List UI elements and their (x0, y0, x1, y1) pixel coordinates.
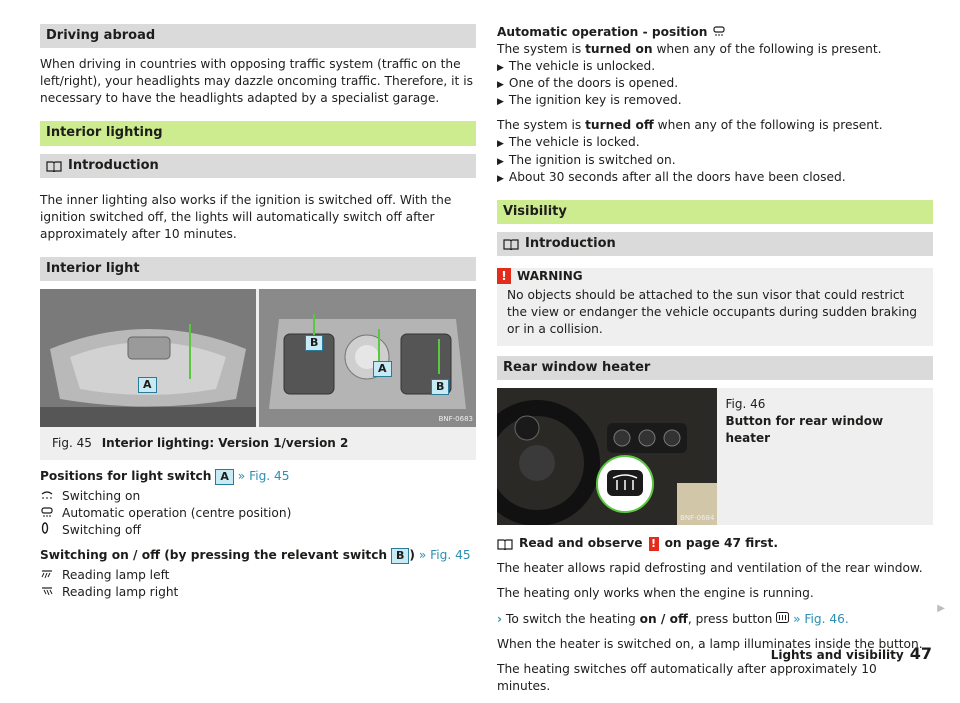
position-item: Switching on (40, 488, 476, 505)
heater-text-2: The heating only works when the engine is running. (497, 586, 814, 601)
interior-light-version-2-photo (259, 289, 476, 427)
automatic-icon (40, 507, 62, 522)
turned-on-item: ▶ The ignition key is removed. (497, 93, 682, 108)
interior-lighting-intro-bar (40, 154, 476, 178)
warning-icon: ! (497, 268, 511, 284)
rear-window-heater-photo (497, 388, 717, 525)
positions-callout: A (215, 469, 234, 485)
figure-45-caption (40, 427, 476, 460)
turned-on-item: ▶ One of the doors is opened. (497, 76, 679, 91)
callout-a-left: A (138, 377, 157, 393)
position-item: Automatic operation (centre position) (40, 505, 476, 522)
step-chevron-icon: › (497, 611, 503, 626)
heater-text-4: The heating switches off automatically after approximately 10 minutes. (497, 661, 877, 693)
section-driving-abroad-title: Driving abroad (40, 24, 476, 48)
bullet-arrow-icon: ▶ (497, 80, 504, 91)
intro-title: Introduction (68, 157, 159, 173)
fig-46-link[interactable]: » Fig. 46. (793, 611, 849, 626)
figure-45-images (40, 289, 476, 427)
turned-off-item: ▶ The vehicle is locked. (497, 135, 640, 150)
page-number: 47 (909, 643, 932, 663)
section-interior-light-title: Interior light (40, 257, 476, 281)
turned-off-item: ▶ The ignition is switched on. (497, 152, 676, 167)
figure-46-caption (717, 388, 933, 525)
read-and-observe: Read and observe ! on page 47 first. (497, 535, 933, 552)
warning-box (497, 268, 933, 346)
switching-item: Reading lamp left (40, 567, 476, 584)
driving-abroad-text: When driving in countries with opposing traffic system (traffic on the left/right), your headlights may dazzle oncoming traffic. Therefore, it is necessary to have the headlights adapted by a specialist garage. (40, 57, 473, 106)
interior-light-version-1-photo (40, 289, 256, 427)
turned-on-text: The system is turned on when any of the following is present. (497, 42, 882, 57)
switching-heading: Switching on / off (by pressing the relevant switch B ) » Fig. 45 (40, 548, 471, 563)
footer-section: Lights and visibility (770, 647, 904, 662)
callout-b-upper: B (305, 335, 323, 351)
warning-text: No objects should be attached to the sun visor that could restrict the view or endanger the vehicle occupants during sudden braking or in a collision. (507, 287, 918, 337)
turned-off-text: The system is turned off when any of the following is present. (497, 118, 883, 133)
warning-icon: ! (649, 537, 659, 551)
turned-off-item: ▶ About 30 seconds after all the doors have been closed. (497, 169, 846, 184)
bullet-arrow-icon: ▶ (497, 63, 504, 74)
positions-fig-link[interactable]: » Fig. 45 (237, 469, 290, 484)
figure-46-title: Button for rear window heater (725, 414, 884, 445)
callout-a-right: A (373, 361, 392, 377)
turned-on-item: ▶ The vehicle is unlocked. (497, 59, 656, 74)
automatic-operation-heading: Automatic operation - position (497, 24, 933, 41)
image-code: BNF-0683 (438, 415, 473, 424)
figure-45-title: Interior lighting: Version 1/version 2 (101, 436, 349, 451)
section-visibility-title: Visibility (497, 200, 933, 224)
right-column (497, 24, 933, 703)
figure-46-label: Fig. 46 (725, 397, 766, 412)
visibility-intro-bar: Introduction (497, 232, 933, 256)
figure-45 (40, 289, 476, 460)
switching-fig-link[interactable]: » Fig. 45 (418, 548, 471, 563)
bullet-arrow-icon: ▶ (497, 173, 504, 184)
bullet-arrow-icon: ▶ (497, 139, 504, 150)
heater-text-3: When the heater is switched on, a lamp illuminates inside the button. (497, 636, 923, 651)
figure-45-label: Fig. 45 (52, 436, 92, 451)
bullet-arrow-icon: ▶ (497, 97, 504, 108)
interior-lighting-intro-text: The inner lighting also works if the ignition is switched off. With the ignition switched off, the lights will automatically switch off after approximately after 10 minutes. (40, 192, 452, 241)
section-rear-window-heater-title: Rear window heater (497, 356, 933, 380)
callout-b-lower: B (431, 379, 449, 395)
switching-callout: B (391, 548, 409, 564)
image-code: BNF-0684 (680, 513, 715, 522)
automatic-icon (712, 26, 726, 36)
warning-title: WARNING (517, 269, 583, 284)
section-interior-lighting-title: Interior lighting (40, 121, 476, 145)
rear-window-heater-icon (776, 612, 789, 623)
book-icon (46, 160, 62, 172)
reading-lamp-right-icon (40, 586, 62, 601)
page-footer (771, 643, 932, 665)
book-icon (503, 238, 519, 250)
heater-text-1: The heater allows rapid defrosting and ventilation of the rear window. (497, 561, 923, 576)
left-column (40, 24, 476, 602)
switching-on-icon (40, 490, 62, 505)
switching-item: Reading lamp right (40, 584, 476, 601)
continued-arrow-icon: ▶ (937, 603, 945, 614)
bullet-arrow-icon: ▶ (497, 156, 504, 167)
switching-off-icon (40, 522, 62, 539)
reading-lamp-left-icon (40, 569, 62, 584)
position-item: Switching off (40, 522, 476, 539)
book-icon (497, 538, 513, 550)
figure-46 (497, 388, 933, 525)
positions-heading: Positions for light switch A » Fig. 45 (40, 469, 290, 484)
heater-step: › To switch the heating on / off, press button » Fig. 46. (497, 611, 849, 626)
